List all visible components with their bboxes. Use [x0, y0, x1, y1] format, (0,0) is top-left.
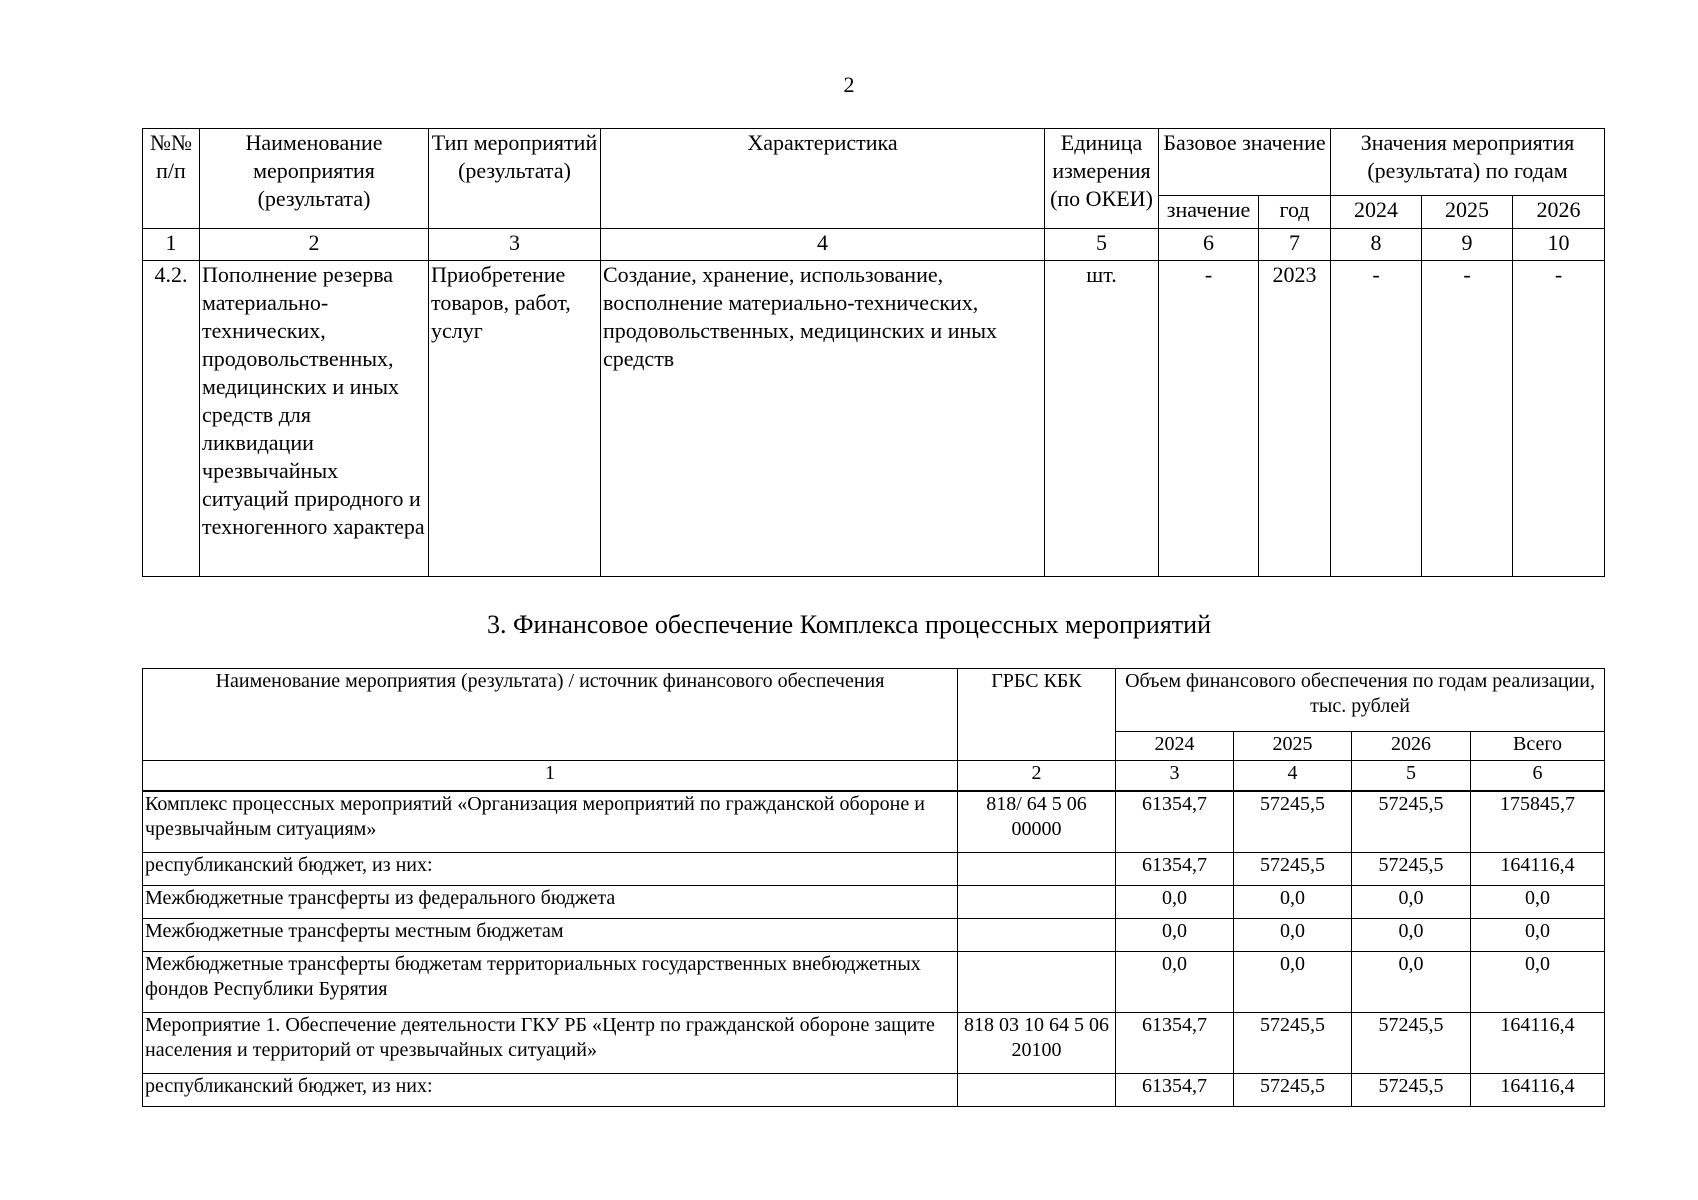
table-row — [143, 952, 1605, 1013]
section-title: 3. Финансовое обеспечение Комплекса процессных мероприятий — [487, 610, 1211, 639]
row-total: 0,0 — [1471, 919, 1605, 952]
header-name: Наименование мероприятия (результата) — [200, 129, 429, 229]
header-2025: 2025 — [1422, 196, 1513, 229]
row-value-2025: 57245,5 — [1234, 791, 1352, 853]
row-name: Пополнение резерва материально-технических, продовольственных, медицинских и иных средств для ликвидации чрезвычайных ситуаций природного и техногенного характера — [200, 261, 429, 577]
row-value-2025: 57245,5 — [1234, 1074, 1352, 1107]
col-number: 3 — [429, 229, 601, 261]
row-total: 0,0 — [1471, 952, 1605, 1013]
table-row — [143, 261, 1605, 577]
row-name: Комплекс процессных мероприятий «Организация мероприятий по гражданской обороне и чрезвычайным ситуациям» — [143, 791, 958, 853]
row-code: 818/ 64 5 06 00000 — [958, 791, 1116, 853]
row-code — [958, 919, 1116, 952]
financing-table-header-row — [143, 669, 1605, 732]
row-value-2026: - — [1513, 261, 1605, 577]
row-value-2026: 0,0 — [1352, 919, 1471, 952]
row-value-2025: - — [1422, 261, 1513, 577]
row-type: Приобретение товаров, работ, услуг — [429, 261, 601, 577]
row-total: 0,0 — [1471, 886, 1605, 919]
col-number: 5 — [1352, 761, 1471, 792]
row-total: 164116,4 — [1471, 853, 1605, 886]
row-value-2024: 61354,7 — [1116, 853, 1234, 886]
header-total: Всего — [1471, 732, 1605, 761]
header-base-year: год — [1259, 196, 1331, 229]
table-row — [143, 1074, 1605, 1107]
row-characteristic: Создание, хранение, использование, восполнение материально-технических, продовольственных, медицинских и иных средств — [601, 261, 1045, 577]
header-type: Тип мероприятий (результата) — [429, 129, 601, 229]
header-name: Наименование мероприятия (результата) / источник финансового обеспечения — [143, 669, 958, 761]
row-code: 818 03 10 64 5 06 20100 — [958, 1013, 1116, 1074]
row-name: Межбюджетные трансферты местным бюджетам — [143, 919, 958, 952]
row-code — [958, 853, 1116, 886]
row-name: республиканский бюджет, из них: — [143, 853, 958, 886]
row-value-2024: 0,0 — [1116, 919, 1234, 952]
header-num: №№ п/п — [143, 129, 200, 229]
table-row — [143, 1013, 1605, 1074]
header-2026: 2026 — [1352, 732, 1471, 761]
row-value-2026: 57245,5 — [1352, 853, 1471, 886]
row-total: 164116,4 — [1471, 1013, 1605, 1074]
col-number: 1 — [143, 761, 958, 792]
row-value-2025: 0,0 — [1234, 886, 1352, 919]
page-number: 2 — [843, 72, 855, 97]
results-table — [142, 128, 1605, 577]
row-num: 4.2. — [143, 261, 200, 577]
row-value-2026: 57245,5 — [1352, 1074, 1471, 1107]
row-code — [958, 952, 1116, 1013]
col-number: 6 — [1471, 761, 1605, 792]
header-base-value: значение — [1159, 196, 1259, 229]
header-characteristic: Характеристика — [601, 129, 1045, 229]
row-value-2025: 57245,5 — [1234, 853, 1352, 886]
col-number: 4 — [601, 229, 1045, 261]
header-unit: Единица измерения (по ОКЕИ) — [1045, 129, 1159, 229]
row-name: республиканский бюджет, из них: — [143, 1074, 958, 1107]
row-base-value: - — [1159, 261, 1259, 577]
row-value-2026: 0,0 — [1352, 886, 1471, 919]
row-value-2024: 0,0 — [1116, 886, 1234, 919]
col-number: 5 — [1045, 229, 1159, 261]
row-base-year: 2023 — [1259, 261, 1331, 577]
header-base: Базовое значение — [1159, 129, 1331, 196]
col-number: 1 — [143, 229, 200, 261]
row-value-2026: 57245,5 — [1352, 1013, 1471, 1074]
header-2024: 2024 — [1116, 732, 1234, 761]
row-name: Мероприятие 1. Обеспечение деятельности ГКУ РБ «Центр по гражданской обороне защите населения и территорий от чрезвычайных ситуаций» — [143, 1013, 958, 1074]
col-number: 9 — [1422, 229, 1513, 261]
header-grbs: ГРБС КБК — [958, 669, 1116, 761]
col-number: 7 — [1259, 229, 1331, 261]
row-value-2025: 0,0 — [1234, 919, 1352, 952]
header-2025: 2025 — [1234, 732, 1352, 761]
header-2026: 2026 — [1513, 196, 1605, 229]
col-number: 10 — [1513, 229, 1605, 261]
table-row — [143, 886, 1605, 919]
financing-table-column-numbers — [143, 761, 1605, 792]
header-2024: 2024 — [1331, 196, 1422, 229]
col-number: 4 — [1234, 761, 1352, 792]
col-number: 2 — [958, 761, 1116, 792]
row-value-2026: 0,0 — [1352, 952, 1471, 1013]
header-values: Значения мероприятия (результата) по годам — [1331, 129, 1605, 196]
row-code — [958, 1074, 1116, 1107]
col-number: 3 — [1116, 761, 1234, 792]
row-value-2024: 61354,7 — [1116, 791, 1234, 853]
table-row — [143, 919, 1605, 952]
col-number: 2 — [200, 229, 429, 261]
results-table-column-numbers — [143, 229, 1605, 261]
table-row — [143, 853, 1605, 886]
row-name: Межбюджетные трансферты бюджетам территориальных государственных внебюджетных фондов Республики Бурятия — [143, 952, 958, 1013]
row-total: 175845,7 — [1471, 791, 1605, 853]
row-value-2024: - — [1331, 261, 1422, 577]
table-row — [143, 791, 1605, 853]
row-name: Межбюджетные трансферты из федерального бюджета — [143, 886, 958, 919]
row-value-2025: 57245,5 — [1234, 1013, 1352, 1074]
col-number: 6 — [1159, 229, 1259, 261]
financing-table — [142, 668, 1605, 1107]
row-value-2024: 61354,7 — [1116, 1013, 1234, 1074]
header-volume: Объем финансового обеспечения по годам реализации, тыс. рублей — [1116, 669, 1605, 732]
row-value-2024: 0,0 — [1116, 952, 1234, 1013]
row-value-2024: 61354,7 — [1116, 1074, 1234, 1107]
row-unit: шт. — [1045, 261, 1159, 577]
row-value-2026: 57245,5 — [1352, 791, 1471, 853]
row-value-2025: 0,0 — [1234, 952, 1352, 1013]
col-number: 8 — [1331, 229, 1422, 261]
results-table-header-row — [143, 129, 1605, 196]
row-total: 164116,4 — [1471, 1074, 1605, 1107]
row-code — [958, 886, 1116, 919]
